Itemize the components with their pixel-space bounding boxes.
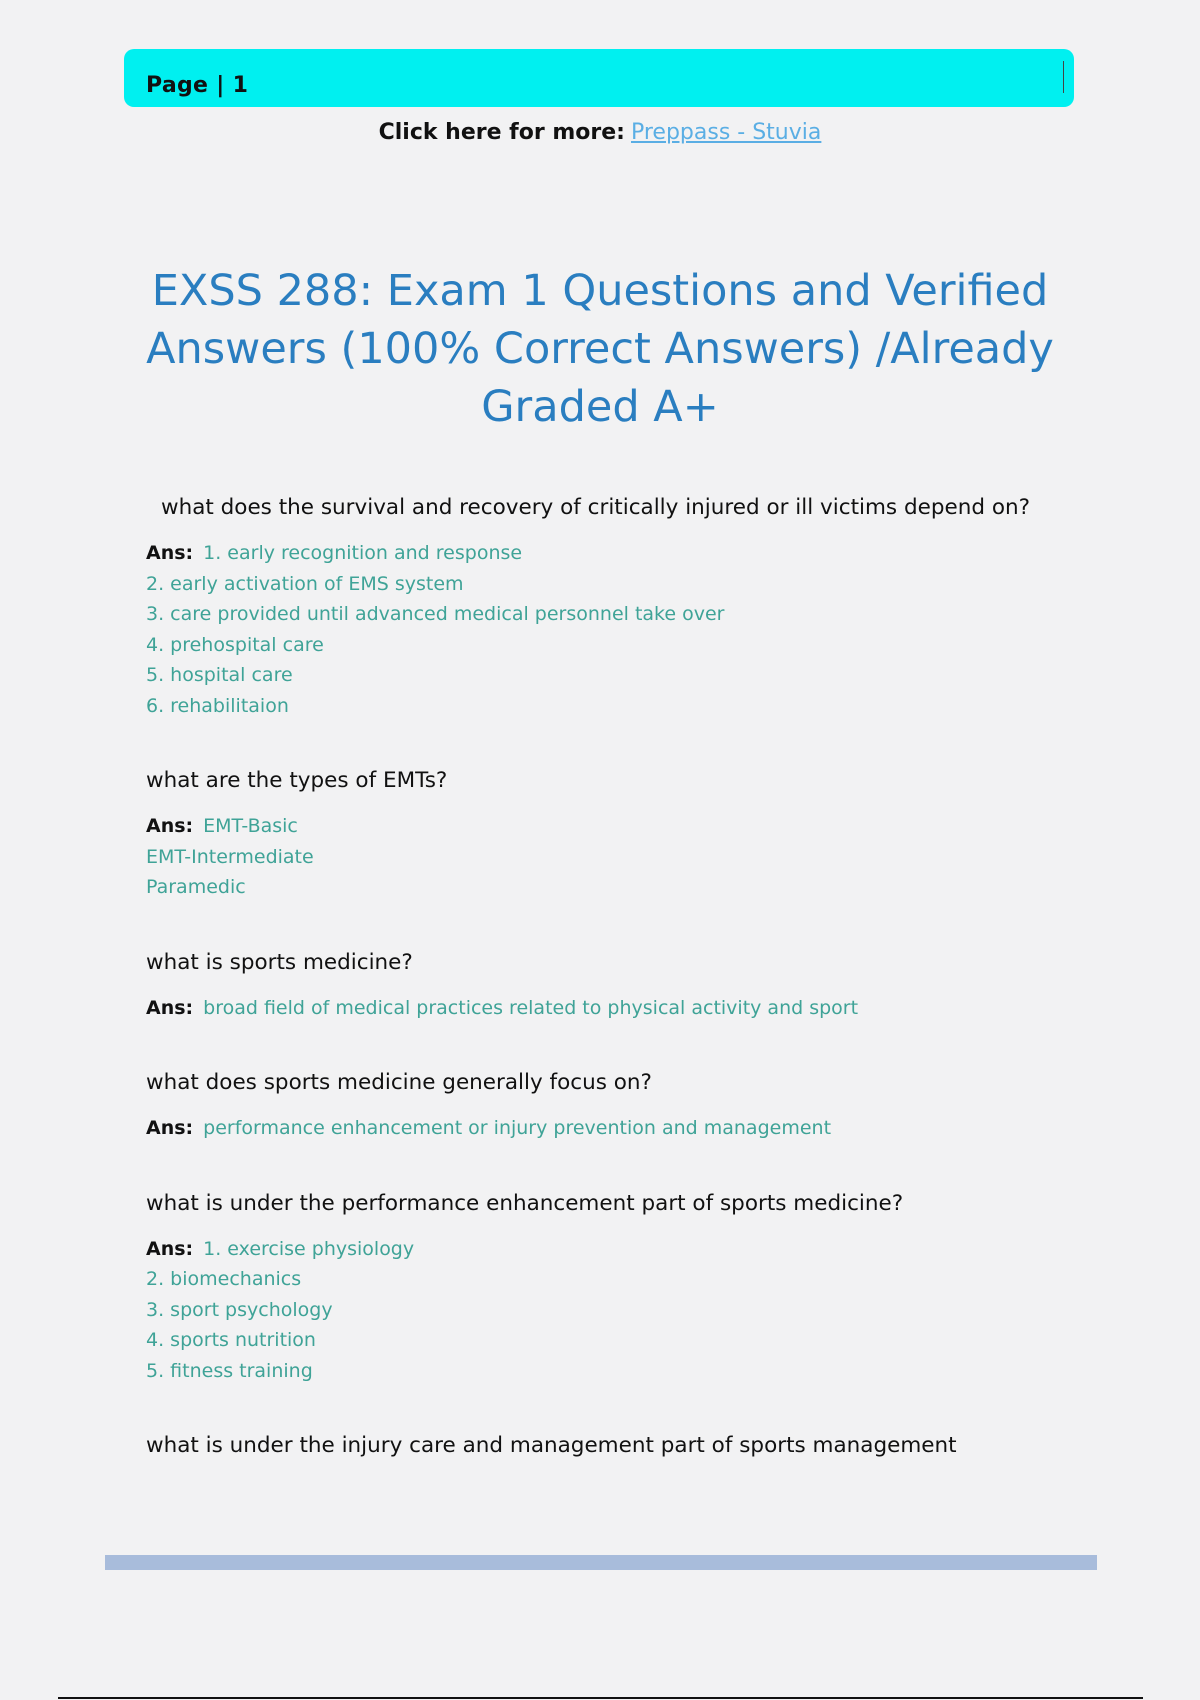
answer-block (146, 1113, 1046, 1144)
question-text: what is under the performance enhancement part of sports medicine? (146, 1190, 904, 1216)
answer-line: 2. biomechanics (146, 1268, 302, 1290)
page-number-label (146, 73, 248, 98)
more-prefix: Click here for more: (378, 120, 625, 145)
answer-line: 1. exercise physiology (203, 1237, 415, 1260)
answer-line: Paramedic (146, 876, 246, 898)
question-text: what does sports medicine generally focus on? (146, 1070, 652, 1095)
question-text: what is under the injury care and management part of sports management (146, 1433, 957, 1458)
question-text: what does the survival and recovery of critically injured or ill victims depend on? (161, 495, 1031, 520)
qa-item (146, 1430, 1046, 1462)
more-info-line (0, 120, 1200, 145)
qa-item (146, 492, 1046, 721)
question-text: what is sports medicine? (146, 949, 413, 975)
answer-label: Ans: (146, 542, 194, 564)
answer-line: EMT-Basic (203, 815, 298, 837)
header-edge-divider (1063, 61, 1064, 93)
answer-line: 5. fitness training (146, 1359, 313, 1382)
qa-item (146, 1188, 1046, 1387)
answer-label: Ans: (146, 996, 194, 1019)
answer-label: Ans: (146, 1117, 194, 1139)
answer-line: 4. prehospital care (146, 633, 324, 656)
answer-block (146, 1234, 1046, 1387)
page-word: Page (146, 73, 209, 98)
answer-line: 5. hospital care (146, 664, 293, 686)
answer-block (146, 811, 1046, 903)
answer-line: 2. early activation of EMS system (146, 572, 464, 595)
question-text: what are the types of EMTs? (146, 768, 448, 793)
qa-item (146, 1067, 1046, 1144)
page-footer-bar (105, 1555, 1097, 1570)
page-number: 1 (232, 73, 249, 98)
answer-block (146, 538, 1046, 721)
answer-line: 1. early recognition and response (203, 542, 523, 564)
answer-block (146, 993, 1046, 1024)
preppass-stuvia-link[interactable]: Preppass - Stuvia (630, 120, 822, 145)
answer-label: Ans: (146, 1237, 194, 1260)
answer-line: 3. sport psychology (146, 1298, 333, 1321)
answer-line: 4. sports nutrition (146, 1329, 316, 1351)
document-title: EXSS 288: Exam 1 Questions and Verified Answers (100% Correct Answers) /Already Graded A+ (146, 266, 1054, 432)
qa-list (146, 492, 1046, 1462)
answer-line: 3. care provided until advanced medical personnel take over (146, 603, 725, 625)
qa-item (146, 947, 1046, 1024)
answer-line: 6. rehabilitaion (146, 694, 289, 717)
page-separator: | (216, 73, 225, 98)
answer-line: performance enhancement or injury prevention and management (203, 1117, 832, 1139)
answer-line: broad field of medical practices related to physical activity and sport (203, 996, 859, 1019)
qa-item (146, 765, 1046, 903)
answer-label: Ans: (146, 815, 194, 837)
page-header-bar (124, 49, 1074, 107)
answer-line: EMT-Intermediate (146, 845, 314, 868)
page-bottom-rule (58, 1697, 1143, 1699)
